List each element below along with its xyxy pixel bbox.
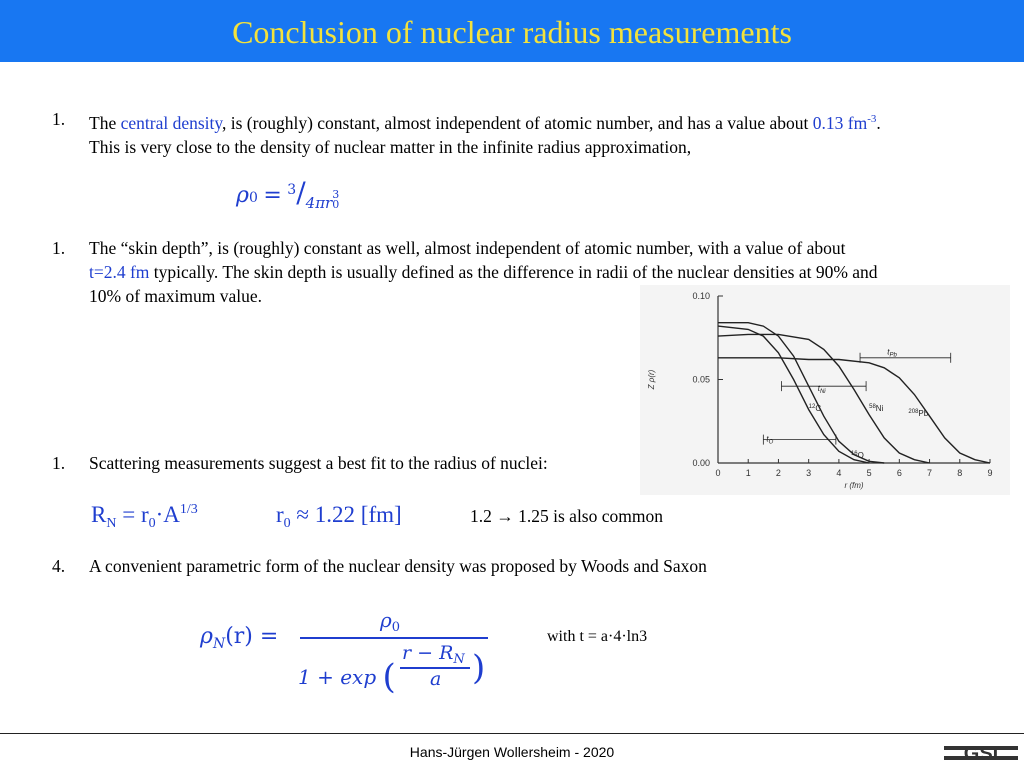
- x-tick-label: 1: [745, 468, 751, 478]
- x-tick-label: 7: [927, 468, 933, 478]
- skin-label-Ni: $t_{Ni}$: [817, 384, 826, 396]
- x-tick-label: 3: [806, 468, 812, 478]
- central-density-term: central density: [120, 112, 222, 133]
- item-2-number: 1.: [52, 238, 66, 258]
- density-chart: [640, 285, 1010, 495]
- item-4-number: 4.: [52, 556, 66, 576]
- x-tick-label: 8: [957, 468, 963, 478]
- series-label-12C: $^{12}$C: [808, 404, 822, 414]
- rho0-formula: $\rho 0 = ^3/_{4\pi r}3_0$: [236, 176, 340, 212]
- x-tick-label: 5: [866, 468, 872, 478]
- woods-saxon-formula: $\rho_N(r)$ = $\rho_0$ 1 + exp ( $r - R_N$ a ): [200, 608, 500, 698]
- skin-label-Pb: $t_{Pb}$: [887, 347, 897, 359]
- footer-author: Hans-Jürgen Wollersheim - 2020: [409, 744, 615, 760]
- title-bar: [0, 0, 1024, 62]
- item-1-text: The central density, is (roughly) constant, almost independent of atomic number, and has a value about 0.13 $fm^{-3}$. This is very close to the density of nuclear matter in the infinite radius approximation,: [89, 112, 881, 157]
- item-2-text: The “skin depth”, is (roughly) constant as well, almost independent of atomic number, with a value of about t=2.4 fm typically. The skin depth is usually defined as the difference in radii of the nuclear densities at 90% and 10% of maximum value.: [89, 238, 878, 306]
- gsi-logo: [944, 742, 1018, 764]
- x-tick-label: 2: [775, 468, 781, 478]
- series-label-16O: $^{16}$O: [850, 450, 864, 460]
- radius-formula: $R_N = r_0\cdot A^{1/3}$: [91, 502, 198, 531]
- density-value: 0.13 fm: [812, 112, 868, 133]
- x-axis-label: r (fm): [844, 481, 864, 490]
- skin-label-O: $t_O$: [766, 434, 774, 446]
- slide-title: Conclusion of nuclear radius measurements: [232, 14, 792, 50]
- r0-note: 1.2 → 1.25 is also common: [470, 506, 663, 526]
- svg-text:GSI: GSI: [963, 743, 999, 764]
- x-tick-label: 0: [715, 468, 721, 478]
- y-tick-label: 0.05: [692, 374, 710, 385]
- footer-divider: [0, 733, 1024, 734]
- series-label-58Ni: $^{58}$Ni: [869, 404, 884, 414]
- item-3-text: Scattering measurements suggest a best fit to the radius of nuclei:: [89, 453, 548, 473]
- skin-depth-value: t=2.4 fm: [89, 262, 150, 282]
- y-tick-label: 0.10: [692, 291, 710, 301]
- x-tick-label: 9: [987, 468, 993, 478]
- item-1-number: 1.: [52, 109, 66, 129]
- item-4-text: A convenient parametric form of the nuclear density was proposed by Woods and Saxon: [89, 556, 707, 576]
- r0-value: $r_0 \approx 1.22$ [fm]: [276, 502, 402, 531]
- item-3-number: 1.: [52, 453, 66, 473]
- x-tick-label: 6: [896, 468, 902, 478]
- y-axis-label: Z ρ(r): [647, 369, 656, 390]
- y-tick-label: 0.00: [692, 458, 710, 468]
- series-label-208Pb: $^{208}$Pb: [908, 409, 929, 419]
- skin-relation: with t = a·4·ln3: [547, 628, 648, 645]
- x-tick-label: 4: [836, 468, 842, 478]
